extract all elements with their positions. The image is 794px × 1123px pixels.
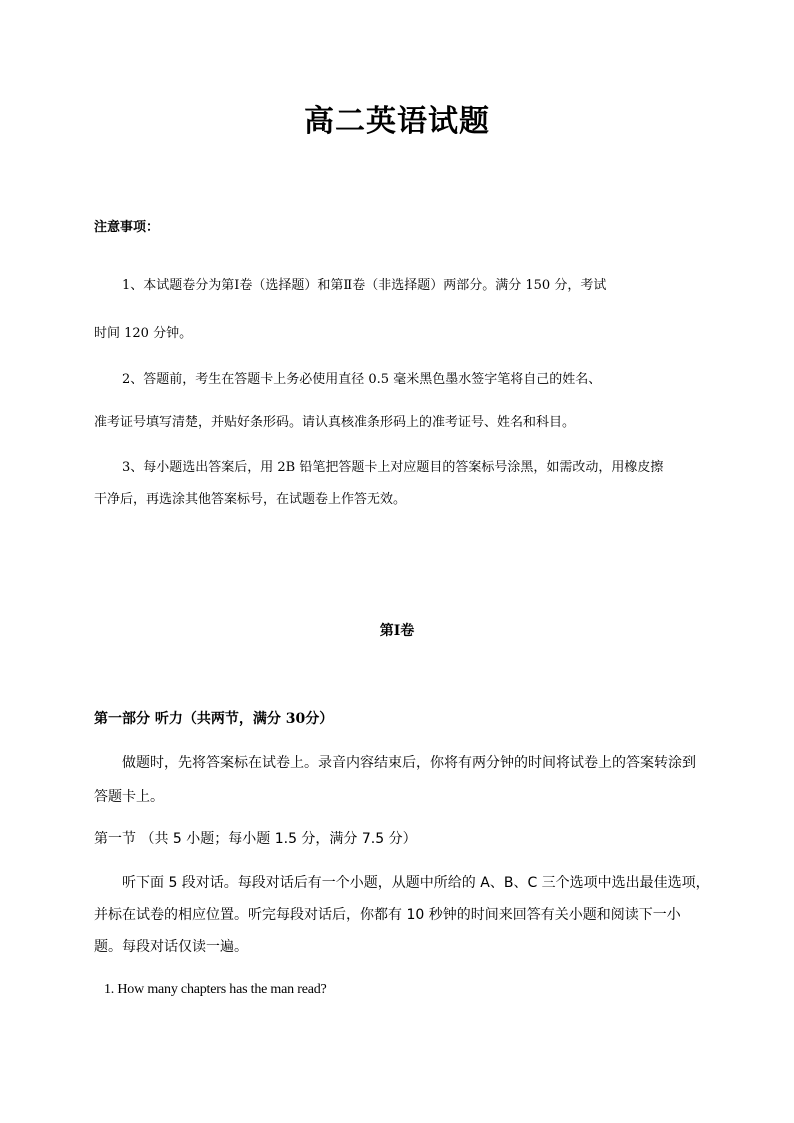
exam-title: 高二英语试题 — [304, 104, 490, 139]
notice-heading: 注意事项： — [94, 220, 160, 235]
notice-line-4: 准考证号填写清楚，并贴好条形码。请认真核准条形码上的准考证号、姓名和科目。 — [94, 415, 576, 430]
question-1: 1. How many chapters has the man read? — [104, 982, 327, 997]
part-one-title: 第一部分 听力（共两节，满分 30分） — [94, 711, 334, 727]
notice-line-5: 3、每小题选出答案后，用 2B 铅笔把答题卡上对应题目的答案标号涂黑，如需改动，用橡皮擦 — [122, 460, 664, 475]
notice-line-3: 2、答题前，考生在答题卡上务必使用直径 0.5 毫米黑色墨水签字笔将自己的姓名、 — [122, 372, 602, 387]
section-line-2: 并标在试卷的相应位置。听完每段对话后，你都有 10 秒钟的时间来回答有关小题和阅读下一小 — [94, 907, 681, 923]
section-line-3: 题。每段对话仅读一遍。 — [94, 939, 248, 955]
instruction-line-2: 答题卡上。 — [94, 789, 164, 805]
section-line-1: 听下面 5 段对话。每段对话后有一个小题，从题中所给的 A、B、C 三个选项中选出最佳选项， — [122, 875, 710, 891]
notice-line-6: 干净后，再选涂其他答案标号，在试题卷上作答无效。 — [94, 492, 407, 507]
notice-line-1: 1、本试题卷分为第Ⅰ卷（选择题）和第Ⅱ卷（非选择题）两部分。满分 150 分，考试 — [122, 278, 607, 293]
volume-title: 第Ⅰ卷 — [379, 623, 415, 639]
section-one-title: 第一节 （共 5 小题；每小题 1.5 分，满分 7.5 分） — [94, 831, 417, 847]
notice-line-2: 时间 120 分钟。 — [94, 326, 193, 341]
instruction-line-1: 做题时，先将答案标在试卷上。录音内容结束后，你将有两分钟的时间将试卷上的答案转涂到 — [122, 755, 696, 771]
